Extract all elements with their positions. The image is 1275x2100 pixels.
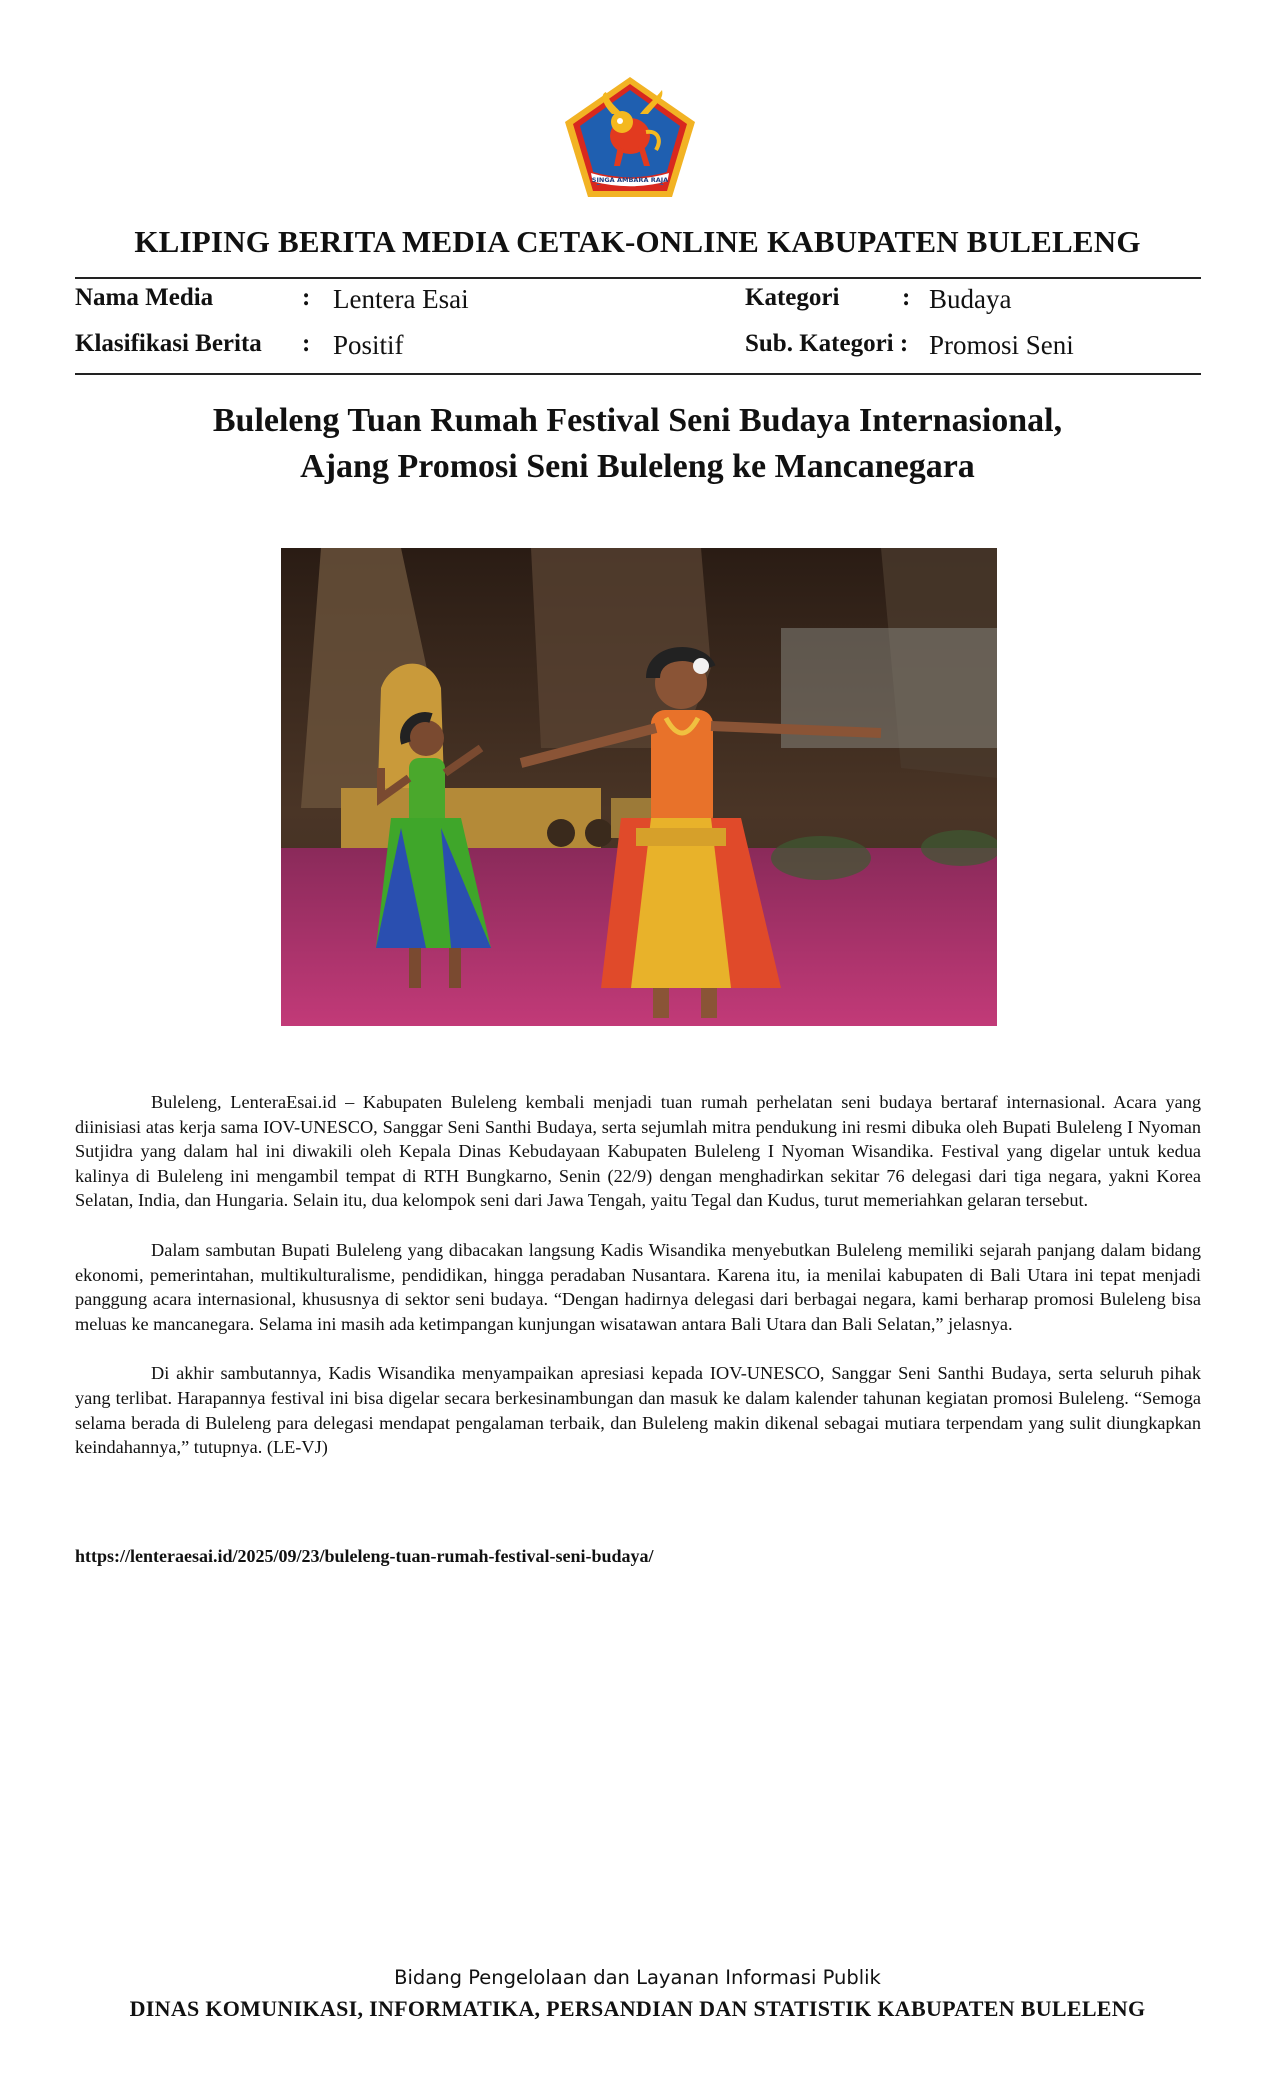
classification-label: Klasifikasi Berita <box>75 330 262 357</box>
document-title: KLIPING BERITA MEDIA CETAK-ONLINE KABUPATEN BULELENG <box>134 224 1141 259</box>
classification-colon: : <box>302 330 311 357</box>
subcategory-label: Sub. Kategori : <box>745 330 909 357</box>
article-paragraph-1: Buleleng, LenteraEsai.id – Kabupaten Buleleng kembali menjadi tuan rumah perhelatan seni budaya bertaraf internasional. Acara yang diinisiasi atas kerja sama IOV-UNESCO, Sanggar Seni Santhi Budaya, serta sejumlah mitra pendukung ini resmi dibuka oleh Bupati Buleleng I Nyoman Sutjidra yang dalam hal ini diwakili oleh Kepala Dinas Kebudayaan Kabupaten Buleleng I Nyoman Wisandika. Festival yang digelar untuk kedua kalinya di Buleleng ini mengambil tempat di RTH Bungkarno, Senin (22/9) dengan menghadirkan sekitar 76 delegasi dari tiga negara, yakni Korea Selatan, India, dan Hungaria. Selain itu, dua kelompok seni dari Jawa Tengah, yaitu Tegal dan Kudus, turut memeriahkan gelaran tersebut. <box>75 1092 1201 1211</box>
source-link[interactable]: https://lenteraesai.id/2025/09/23/buleleng-tuan-rumah-festival-seni-budaya/ <box>75 1546 654 1566</box>
logo-caption: SINGA AMBARA RAJA <box>591 176 669 184</box>
headline-line-1: Buleleng Tuan Rumah Festival Seni Budaya Internasional, <box>212 402 1063 439</box>
footer-agency: DINAS KOMUNIKASI, INFORMATIKA, PERSANDIAN DAN STATISTIK KABUPATEN BULELENG <box>129 1996 1146 2021</box>
article-body <box>75 1090 1201 1485</box>
footer-division: Bidang Pengelolaan dan Layanan Informasi Publik <box>394 1966 881 1989</box>
category-colon: : <box>902 284 911 311</box>
header-rule-bottom <box>75 373 1201 375</box>
logo-crest-icon <box>562 74 698 200</box>
classification-value: Positif <box>333 330 404 360</box>
article-paragraph-3: Di akhir sambutannya, Kadis Wisandika menyampaikan apresiasi kepada IOV-UNESCO, Sanggar Seni Santhi Budaya, serta seluruh pihak yang terlibat. Harapannya festival ini bisa digelar secara berkesinambungan dan masuk ke dalam kalender tahunan kegiatan promosi Buleleng. “Semoga selama berada di Buleleng para delegasi mendapat pengalaman terbaik, dan Buleleng makin dikenal sebagai mutiara terpendam yang sulit diungkapkan keindahannya,” tutupnya. (LE-VJ) <box>75 1363 1201 1458</box>
subcategory-value: Promosi Seni <box>929 330 1074 360</box>
category-label: Kategori <box>745 284 840 311</box>
article-paragraph-2: Dalam sambutan Bupati Buleleng yang dibacakan langsung Kadis Wisandika menyebutkan Buleleng memiliki sejarah panjang dalam bidang ekonomi, pemerintahan, multikulturalisme, pendidikan, hingga peradaban Nusantara. Karena itu, ia menilai kabupaten di Bali Utara ini tepat menjadi panggung acara internasional, khususnya di sektor seni budaya. “Dengan hadirnya delegasi dari berbagai negara, kami berharap promosi Buleleng bisa meluas ke mancanegara. Selama ini masih ada ketimpangan kunjungan wisatawan antara Bali Utara dan Bali Selatan,” jelasnya. <box>75 1239 1201 1334</box>
media-value: Lentera Esai <box>333 284 469 314</box>
article-photo <box>281 548 997 1026</box>
header-rule-top <box>75 277 1201 279</box>
category-value: Budaya <box>929 284 1012 314</box>
media-colon: : <box>302 284 311 311</box>
article-headline <box>0 398 1275 490</box>
media-label: Nama Media <box>75 284 214 311</box>
headline-line-2: Ajang Promosi Seni Buleleng ke Mancanegara <box>300 448 975 485</box>
